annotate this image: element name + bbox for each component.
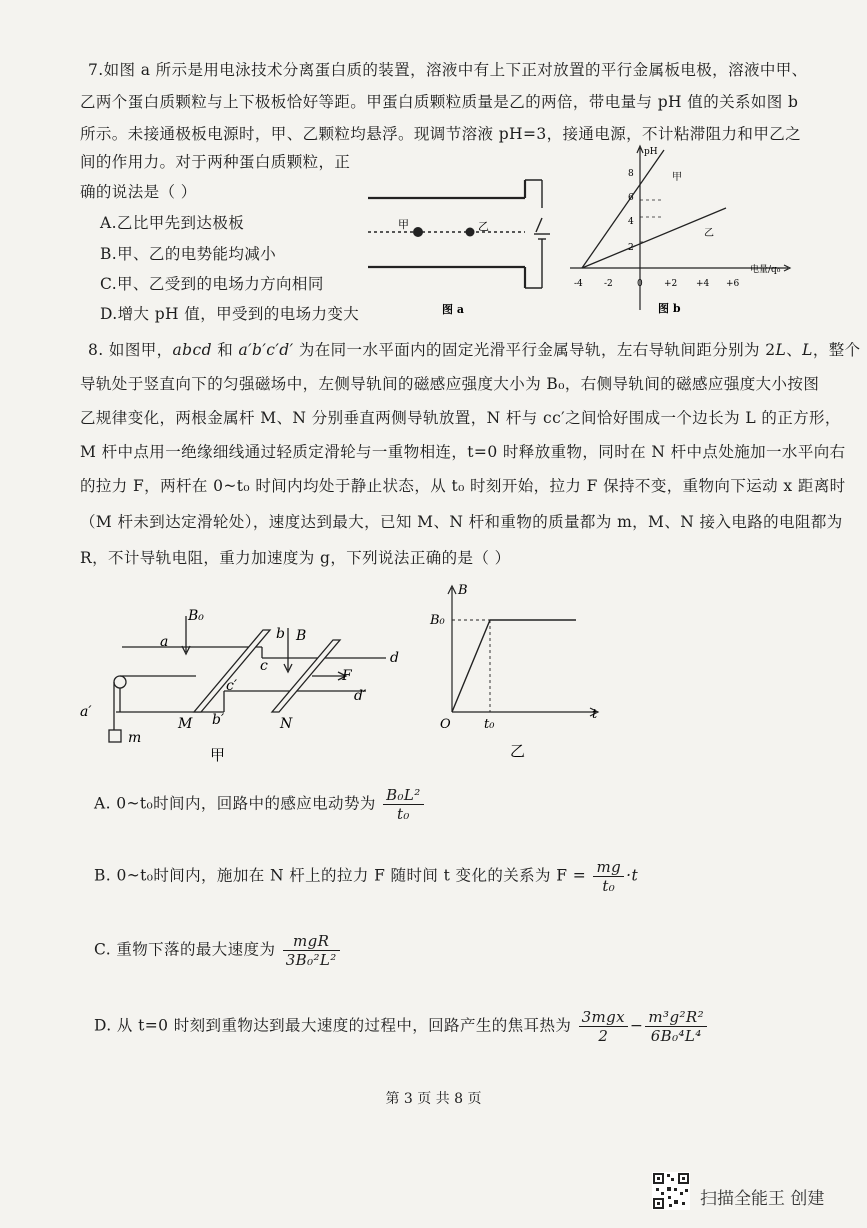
fig-yi-caption: 乙	[510, 742, 526, 760]
q8-line-3: 乙规律变化，两根金属杆 M、N 分别垂直两侧导轨放置，N 杆与 cc′之间恰好围成一个边长为 L 的正方形，	[80, 409, 841, 427]
fig-jia-label-N: N	[280, 716, 293, 732]
q8-option-d: D. 从 t=0 时刻到重物达到最大速度的过程中，回路产生的焦耳热为 $\frac{\text{3mgx}}{2}$ − $\frac{\text{m³g²R²}}{\text{6B₀⁴L⁴}}$	[94, 1008, 709, 1045]
fig-yi-ylabel: B	[458, 583, 468, 598]
fig-yi-origin: O	[440, 717, 451, 732]
fig-jia-label-F: F	[342, 668, 352, 684]
fig-b-xlabel: 电量/q₀	[750, 265, 781, 275]
q8-line-1: 8. 如图甲，abcd 和 a′b′c′d′ 为在同一水平面内的固定光滑平行金属导轨，左右导轨间距分别为 2L、L，整个	[88, 341, 861, 359]
q7-line-4: 间的作用力。对于两种蛋白质颗粒，正	[80, 153, 351, 171]
fig-b-xtick-m2: -2	[604, 279, 613, 289]
q8-line-2: 导轨处于竖直向下的匀强磁场中，左侧导轨间的磁感应强度大小为 B₀，右侧导轨间的磁感应强度大小按图	[80, 375, 820, 393]
fig-a-label-jia: 甲	[398, 218, 409, 231]
fig-b-label-jia: 甲	[672, 172, 682, 183]
fig-b-ylabel: pH	[644, 147, 658, 157]
fig-yi-B0: B₀	[430, 613, 445, 628]
fig-yi-curve	[452, 620, 576, 712]
q7-option-a: A.乙比甲先到达极板	[100, 214, 245, 232]
q7-line-3: 所示。未接通极板电源时，甲、乙颗粒均悬浮。现调节溶液 pH=3，接通电源，不计粘滞阻力和甲乙之	[80, 125, 802, 143]
fig-b-xtick-p2: +2	[664, 279, 678, 289]
fig-b-label-yi: 乙	[704, 228, 714, 239]
q8-line-4: M 杆中点用一绝缘细线通过轻质定滑轮与一重物相连，t=0 时释放重物，同时在 N 杆中点处施加一水平向右	[80, 443, 846, 461]
q7-line-5: 确的说法是（ ）	[80, 183, 197, 201]
fig-b-ytick-2: 2	[628, 243, 634, 253]
fig-a-label-yi: 乙	[478, 220, 489, 233]
fig-b-ytick-8: 8	[628, 169, 634, 179]
fig-jia-caption: 甲	[210, 746, 226, 764]
fig-b-xtick-p6: +6	[726, 279, 740, 289]
fig-b-xtick-0: 0	[637, 279, 643, 289]
q8-option-c-fraction: $\frac{\text{mgR}}{\text{3B₀²L²}}$	[283, 932, 340, 969]
q8-option-b-fraction: $\frac{mg}{\text{t₀}}$	[593, 858, 624, 895]
fig-b-xtick-m4: -4	[574, 279, 583, 289]
qr-code-icon	[652, 1172, 690, 1210]
q7-option-d: D.增大 pH 值，甲受到的电场力变大	[100, 305, 360, 323]
q7-option-c: C.甲、乙受到的电场力方向相同	[100, 275, 324, 293]
fig-jia-label-b: b	[276, 626, 285, 642]
fig-jia-label-M: M	[178, 716, 193, 732]
fig-jia-label-d-prime: d′	[354, 688, 367, 704]
fig-b-xtick-p4: +4	[696, 279, 710, 289]
q7-line-2: 乙两个蛋白质颗粒与上下极板恰好等距。甲蛋白质颗粒质量是乙的两倍，带电量与 pH 值的关系如图 b	[80, 93, 799, 111]
fig-jia-label-a-prime: a′	[80, 704, 92, 720]
q8-option-a-fraction: $\frac{\text{B₀L²}}{\text{t₀}}$	[383, 786, 424, 823]
fig-jia-label-B0: B₀	[188, 608, 204, 624]
fig-yi-xlabel: t	[592, 707, 598, 722]
fig-jia-label-c-prime: c′	[226, 678, 238, 694]
q8-figure-jia	[76, 600, 416, 775]
fig-jia-label-b-prime: b′	[212, 712, 225, 728]
fig-b-ytick-6: 6	[628, 193, 634, 203]
fig-yi-t0: t₀	[484, 717, 495, 732]
q8-option-b: B. 0~t₀时间内，施加在 N 杆上的拉力 F 随时间 t 变化的关系为 F = $\frac{mg}{\text{t₀}}$ ·t	[94, 858, 639, 895]
page-number: 第 3 页 共 8 页	[385, 1091, 482, 1107]
fig-b-caption: 图 b	[658, 302, 681, 315]
q7-figure-a	[360, 170, 560, 320]
q8-line-7: R，不计导轨电阻，重力加速度为 g，下列说法正确的是（ ）	[80, 549, 511, 567]
q8-line-6: （M 杆未到达定滑轮处），速度达到最大，已知 M、N 杆和重物的质量都为 m，M、N 接入电路的电阻都为	[80, 513, 843, 531]
q8-line-5: 的拉力 F，两杆在 0~t₀ 时间内均处于静止状态，从 t₀ 时刻开始，拉力 F 保持不变，重物向下运动 x 距离时	[80, 477, 846, 495]
fig-b-ytick-4: 4	[628, 217, 634, 227]
fig-jia-label-c: c	[260, 658, 268, 674]
q7-figure-b	[560, 140, 800, 320]
q8-option-d-fraction-1: $\frac{\text{3mgx}}{2}$	[579, 1008, 628, 1045]
q8-option-d-fraction-2: $\frac{\text{m³g²R²}}{\text{6B₀⁴L⁴}}$	[645, 1008, 707, 1045]
q7-line-1: 7.如图 a 所示是用电泳技术分离蛋白质的装置，溶液中有上下正对放置的平行金属板电极，溶液中甲、	[88, 61, 808, 79]
q8-option-c: C. 重物下落的最大速度为 $\frac{\text{mgR}}{\text{3B₀²L²}}$	[94, 932, 342, 969]
q7-option-b: B.甲、乙的电势能均减小	[100, 245, 277, 263]
scanner-watermark: 扫描全能王 创建	[700, 1189, 825, 1209]
q8-option-a: A. 0~t₀时间内，回路中的感应电动势为 $\frac{\text{B₀L²}}{\text{t₀}}$	[94, 786, 426, 823]
q8-figure-yi	[424, 580, 614, 770]
fig-jia-label-B: B	[296, 628, 307, 644]
fig-a-caption: 图 a	[442, 303, 464, 316]
fig-jia-label-m: m	[128, 730, 142, 746]
fig-jia-label-d: d	[390, 650, 399, 666]
fig-jia-label-a: a	[160, 634, 169, 650]
